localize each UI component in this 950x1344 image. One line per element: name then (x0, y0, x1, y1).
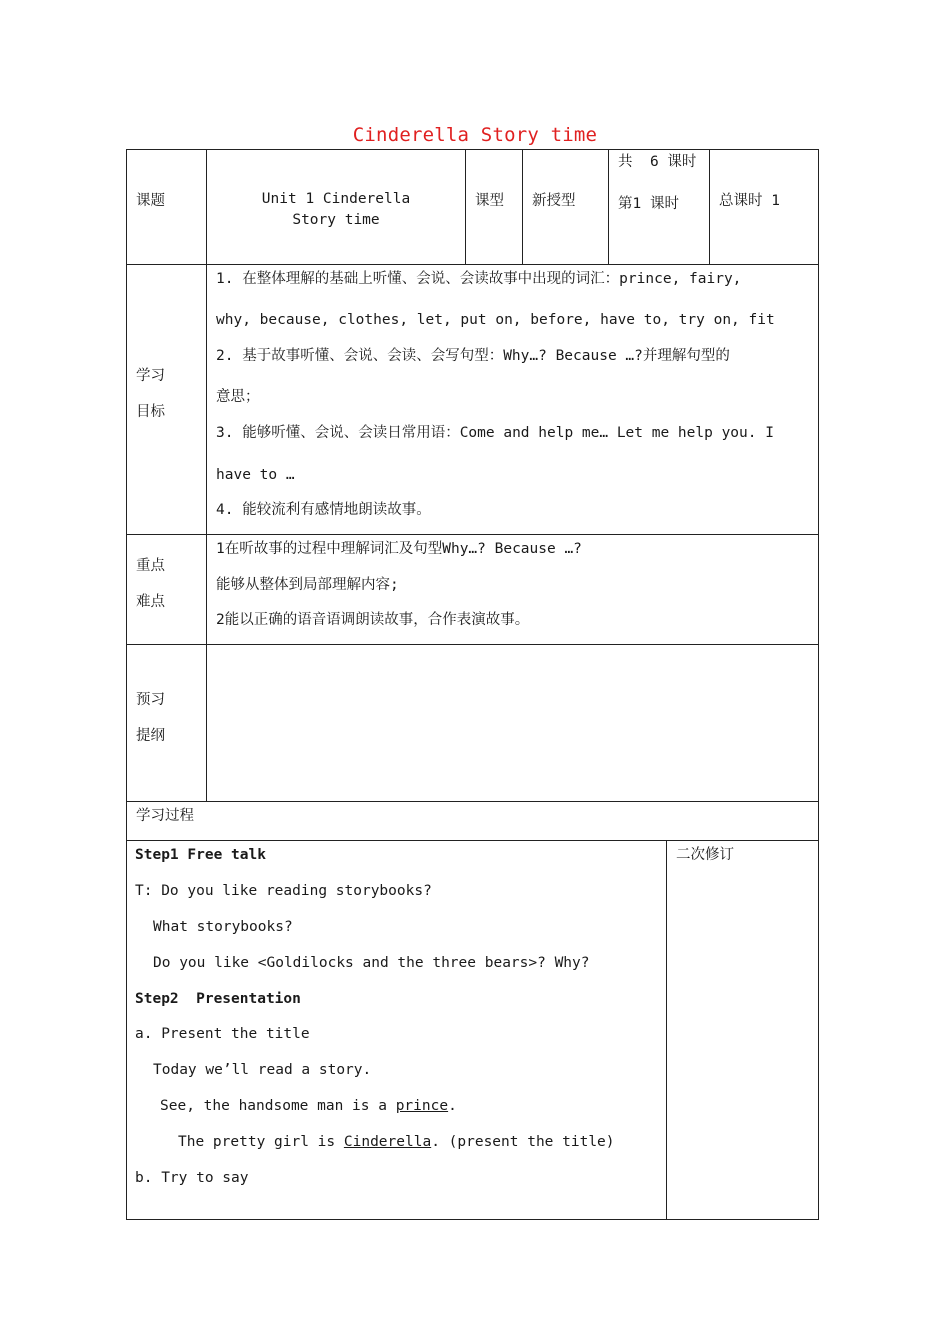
table-line (126, 534, 819, 535)
text-run: See, the handsome man is a (160, 1098, 396, 1114)
keypoints-label-2: 难点 (136, 594, 165, 610)
step-b-title: b. Try to say (135, 1170, 249, 1186)
document-title: Cinderella Story time (352, 124, 598, 146)
step-a-line (160, 1097, 457, 1115)
step1-line: T: Do you like reading storybooks? (135, 883, 432, 899)
objective-line: 4. 能较流利有感情地朗读故事。 (216, 502, 431, 518)
table-line (206, 149, 207, 801)
label-type: 课型 (475, 193, 504, 209)
table-line (126, 840, 819, 841)
objectives-label-1: 学习 (136, 368, 165, 384)
topic-line-2: Story time (292, 212, 380, 228)
text-run: The pretty girl is (178, 1134, 344, 1150)
table-line (126, 264, 819, 265)
table-line (709, 149, 710, 264)
process-label: 学习过程 (136, 808, 194, 824)
text-run: . (448, 1098, 457, 1114)
step-a-title: a. Present the title (135, 1026, 310, 1042)
objectives-label-2: 目标 (136, 404, 165, 420)
text-run: . (present the title) (431, 1134, 615, 1150)
step2-title: Step2 Presentation (135, 991, 301, 1007)
step1-line: Do you like <Goldilocks and the three bears>? Why? (153, 955, 590, 971)
step1-line: What storybooks? (153, 919, 293, 935)
total-hours: 总课时 1 (719, 193, 780, 209)
lesson-number: 第1 课时 (618, 196, 679, 212)
objective-line: 意思； (216, 389, 260, 405)
table-line (126, 149, 127, 1220)
step-a-line (178, 1133, 615, 1151)
table-line (126, 644, 819, 645)
table-line (666, 840, 667, 1219)
vocab-cinderella: Cinderella (343, 1134, 432, 1150)
step-a-line: Today we’ll read a story. (153, 1062, 372, 1078)
objective-line: why, because, clothes, let, put on, before, have to, try on, fit (216, 312, 775, 328)
table-line (126, 801, 819, 802)
table-line (818, 149, 819, 1220)
objective-line: 3. 能够听懂、会说、会读日常用语：Come and help me… Let me help you. I (216, 425, 774, 441)
label-topic: 课题 (136, 193, 165, 209)
total-lessons: 共 6 课时 (618, 154, 697, 170)
objective-line: 2. 基于故事听懂、会说、会读、会写句型：Why…? Because …?并理解句型的 (216, 348, 730, 364)
objective-line: have to … (216, 467, 295, 483)
revision-label: 二次修订 (676, 847, 734, 863)
keypoint-line: 能够从整体到局部理解内容; (216, 577, 399, 593)
table-line (126, 149, 819, 150)
vocab-prince: prince (395, 1098, 449, 1114)
preview-label-1: 预习 (136, 692, 165, 708)
keypoint-line: 2能以正确的语音语调朗读故事，合作表演故事。 (216, 612, 530, 628)
keypoints-label-1: 重点 (136, 558, 165, 574)
table-line (608, 149, 609, 264)
topic-line-1: Unit 1 Cinderella (261, 191, 411, 207)
preview-label-2: 提纲 (136, 728, 165, 744)
type-value: 新授型 (532, 193, 576, 209)
step1-title: Step1 Free talk (135, 847, 266, 863)
table-line (465, 149, 466, 264)
table-line (126, 1219, 819, 1220)
objective-line: 1. 在整体理解的基础上听懂、会说、会读故事中出现的词汇：prince, fairy, (216, 271, 742, 287)
table-line (522, 149, 523, 264)
keypoint-line: 1在听故事的过程中理解词汇及句型Why…? Because …? (216, 541, 582, 557)
